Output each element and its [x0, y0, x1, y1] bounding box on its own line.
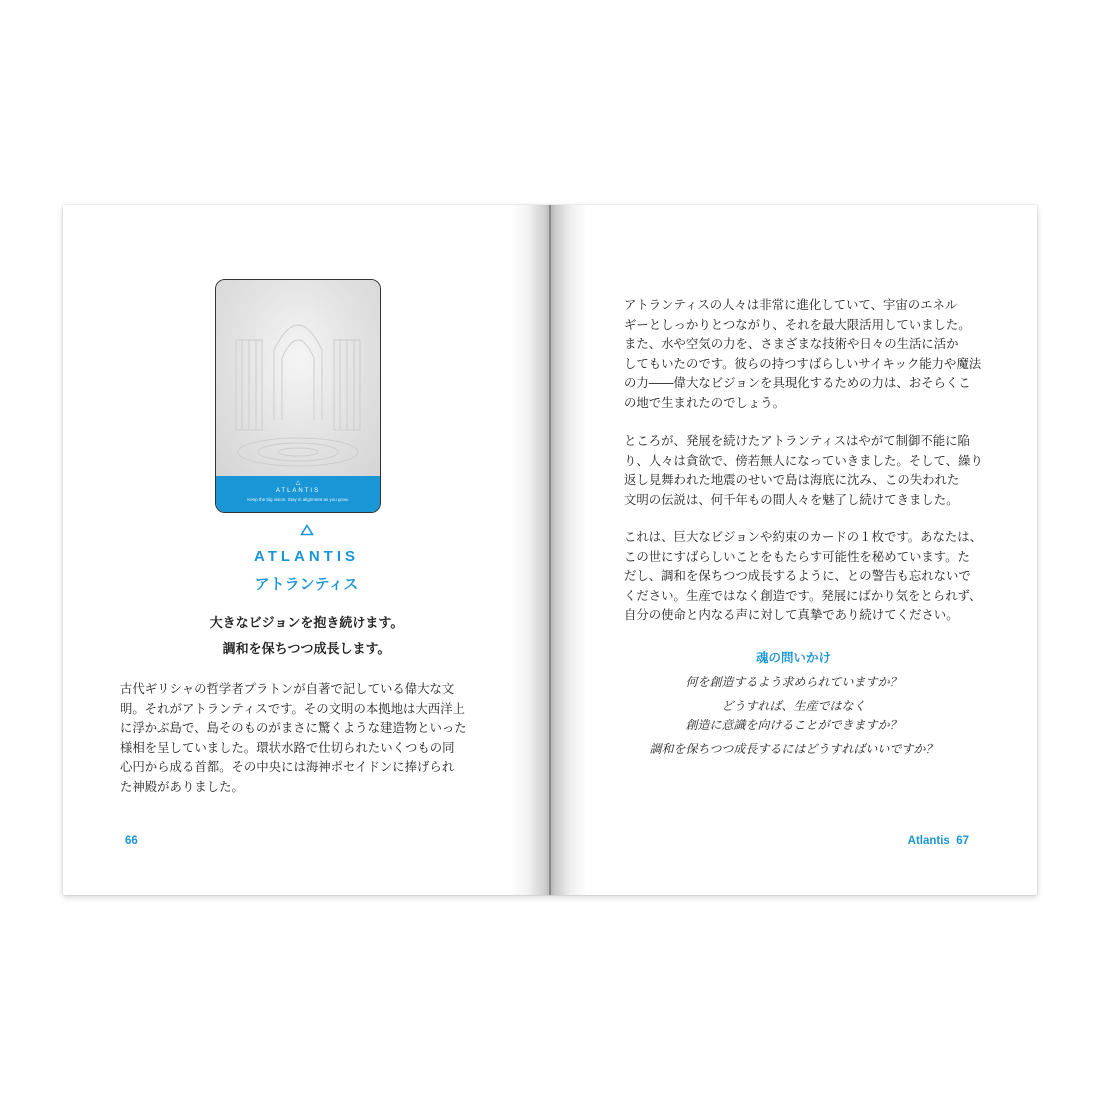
left-body-paragraph: 古代ギリシャの哲学者プラトンが自著で記している偉大な文 明。それがアトランティスです。その文明の本拠地は大西洋上 に浮かぶ島で、島そのものがまさに驚くような建造物といった 様相を呈していました。環状水路で仕切られたいくつもの同 心円から成る首都。その中央には海神ポセイドンに捧げられ た神殿がありました。 — [120, 681, 467, 794]
question-2-line-2: 創造に意識を向けることができますか？ — [685, 718, 902, 732]
card-title-band — [216, 476, 380, 512]
gutter-shadow-right — [550, 205, 588, 895]
left-page — [63, 205, 550, 895]
triangle-outline-icon — [63, 521, 550, 540]
card-triangle-icon: △ — [295, 479, 301, 486]
running-footer-right — [908, 835, 969, 847]
affirmation-line-2: 調和を保ちつつ成長します。 — [222, 642, 391, 657]
page-number-right: 67 — [956, 835, 969, 847]
card-name-japanese: アトランティス — [254, 575, 359, 593]
card-subtitle: Keep the big vision. Stay in alignment as you grow. — [247, 497, 349, 502]
oracle-card-image — [215, 279, 381, 513]
card-name-english: ATLANTIS — [253, 548, 360, 565]
question-2-line-1: どうすれば、生産ではなく — [721, 699, 866, 713]
open-book — [63, 205, 1037, 895]
page-number-left: 66 — [125, 835, 138, 847]
right-paragraph-2: ところが、発展を続けたアトランティスはやがて制御不能に陥 り、人々は貪欲で、傍若無人になっていきました。そして、繰り 返し見舞われた地震のせいで島は海底に沈み、この失われた 文明の伝説は、何千年もの間人々を魅了し続けてきました。 — [624, 433, 983, 507]
right-paragraph-1: アトランティスの人々は非常に進化していて、宇宙のエネル ギーとしっかりとつながり、それを最大限活用していました。 また、水や空気の力を、さまざまな技術や日々の生活に活か してもいたのです。彼らの持つすばらしいサイキック能力や魔法 の力――偉大なビジョンを具現化するための力は、おそらくこ の地で生まれたのでしょう。 — [624, 297, 982, 410]
soul-questions-heading: 魂の問いかけ — [755, 650, 831, 665]
right-page — [550, 205, 1037, 895]
right-paragraph-3: これは、巨大なビジョンや約束のカードの１枚です。あなたは、 この世にすばらしいことをもたらす可能性を秘めています。た だし、調和を保ちつつ成長するように、との警告も忘れないで ください。生産ではなく創造です。発展にばかり気をとられず、 自分の使命と内なる声に対して真摯であり続けてください。 — [624, 529, 983, 623]
question-1: 何を創造するよう求められていますか？ — [685, 675, 902, 689]
question-3: 調和を保ちつつ成長するにはどうすればいいですか？ — [649, 742, 938, 756]
temple-illustration — [216, 280, 380, 476]
card-title: ATLANTIS — [275, 488, 321, 494]
card-artwork — [216, 280, 380, 476]
affirmation-line-1: 大きなビジョンを抱き続けます。 — [209, 616, 404, 631]
book-spine — [549, 205, 551, 895]
running-foot-title: Atlantis — [907, 835, 950, 847]
